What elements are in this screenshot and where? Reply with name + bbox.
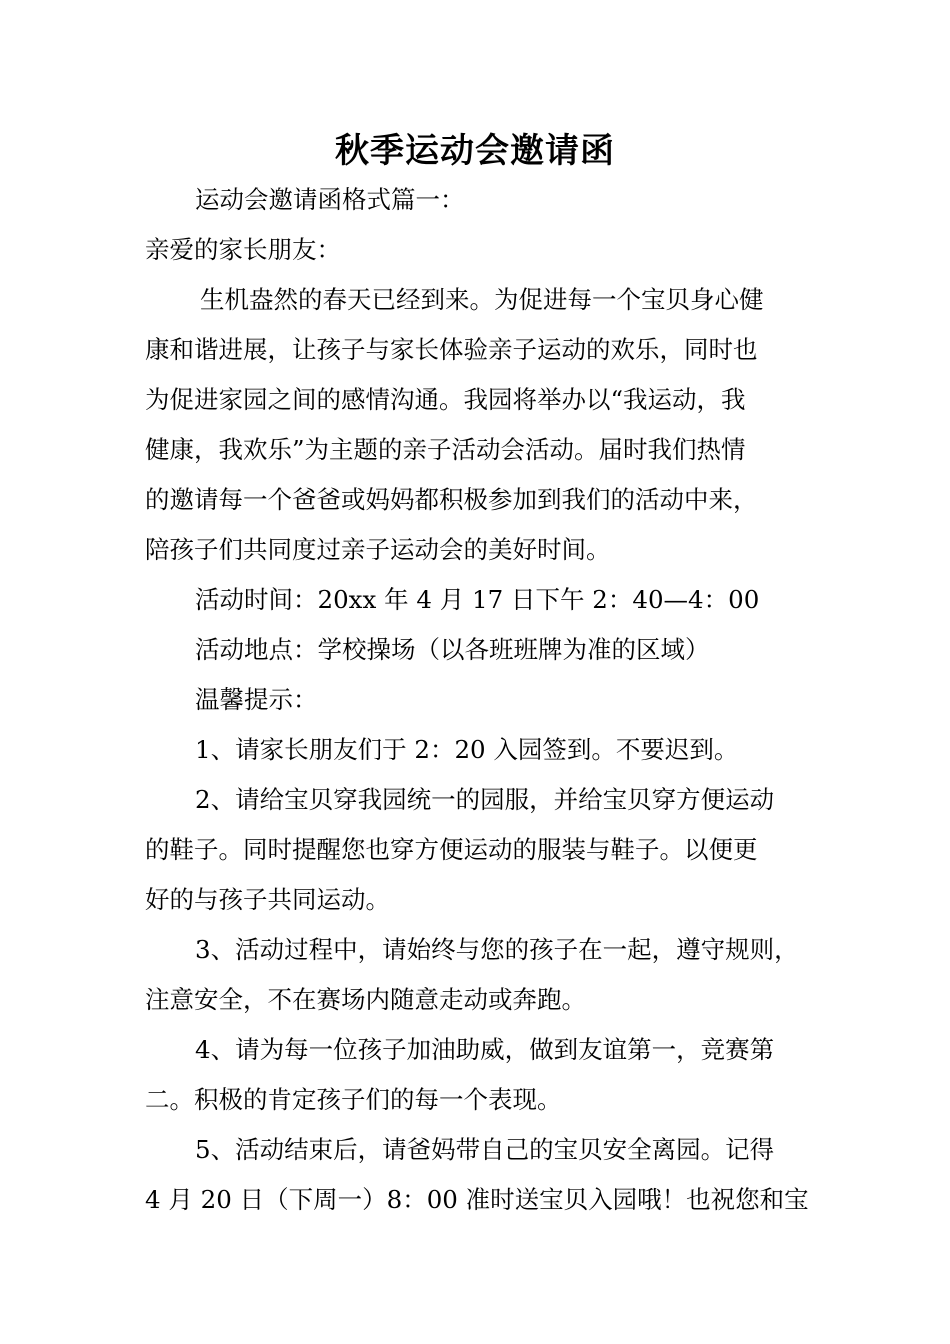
tips-heading: 温馨提示： xyxy=(195,685,318,714)
event-time: 活动时间：20xx 年 4 月 17 日下午 2：40—4：00 xyxy=(195,585,760,614)
tip-item: 2、请给宝贝穿我园统一的园服，并给宝贝穿方便运动 xyxy=(195,785,775,814)
tip-item: 1、请家长朋友们于 2：20 入园签到。不要迟到。 xyxy=(195,735,739,764)
tip-item-continued: 二。积极的肯定孩子们的每一个表现。 xyxy=(145,1085,562,1114)
paragraph-line: 为促进家园之间的感情沟通。我园将举办以“我运动，我 xyxy=(145,385,746,414)
section-heading: 运动会邀请函格式篇一： xyxy=(195,185,465,214)
tip-item-continued: 注意安全，不在赛场内随意走动或奔跑。 xyxy=(145,985,586,1014)
tip-item-continued: 的鞋子。同时提醒您也穿方便运动的服装与鞋子。以便更 xyxy=(145,835,758,864)
tip-item: 4、请为每一位孩子加油助威，做到友谊第一，竞赛第 xyxy=(195,1035,775,1064)
paragraph-line: 健康，我欢乐”为主题的亲子活动会活动。届时我们热情 xyxy=(145,435,746,464)
event-location: 活动地点：学校操场（以各班班牌为准的区域） xyxy=(195,635,710,664)
paragraph-line: 陪孩子们共同度过亲子运动会的美好时间。 xyxy=(145,535,611,564)
salutation: 亲爱的家长朋友： xyxy=(145,235,341,264)
tip-item: 3、活动过程中，请始终与您的孩子在一起，遵守规则， xyxy=(195,935,799,964)
paragraph-line: 的邀请每一个爸爸或妈妈都积极参加到我们的活动中来， xyxy=(145,485,758,514)
paragraph-line: 生机盎然的春天已经到来。为促进每一个宝贝身心健 xyxy=(200,285,764,314)
tip-item: 5、活动结束后，请爸妈带自己的宝贝安全离园。记得 xyxy=(195,1135,775,1164)
paragraph-line: 康和谐进展，让孩子与家长体验亲子运动的欢乐，同时也 xyxy=(145,335,758,364)
tip-item-continued: 好的与孩子共同运动。 xyxy=(145,885,390,914)
tip-item-continued: 4 月 20 日（下周一）8：00 准时送宝贝入园哦！也祝您和宝 xyxy=(145,1185,809,1214)
document-title: 秋季运动会邀请函 xyxy=(335,131,615,171)
